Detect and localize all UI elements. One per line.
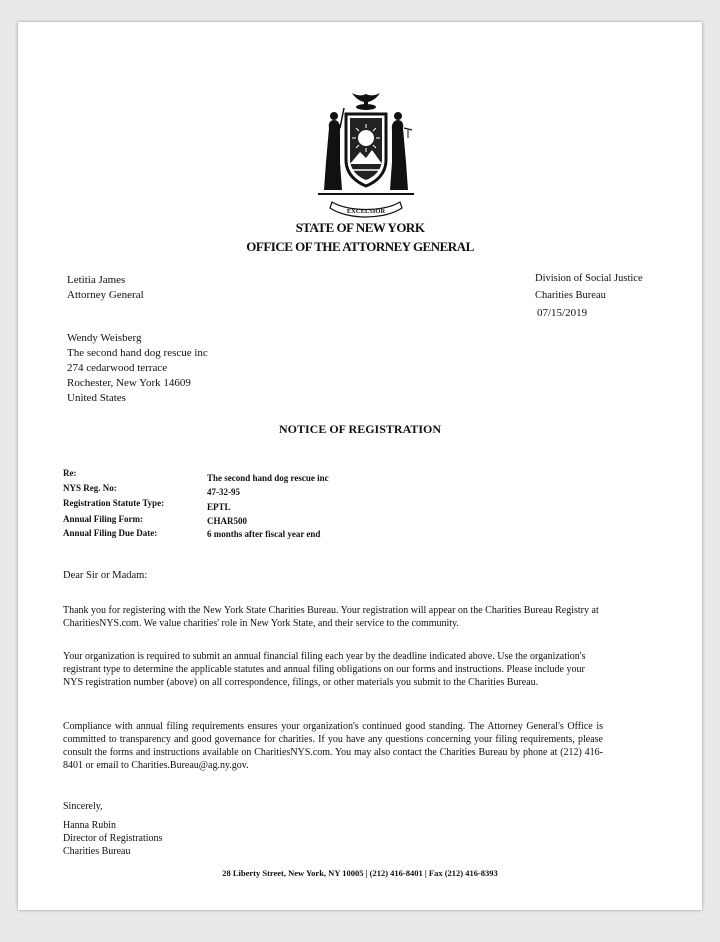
body-paragraph-1: Thank you for registering with the New York State Charities Bureau. Your registration will appear on the Charities Bureau Registry at CharitiesNYS.com. We value charities' role in New York State, and their service to the community. bbox=[63, 605, 599, 629]
seal-motto: EXCELSIOR bbox=[346, 208, 386, 215]
recipient-street: 274 cedarwood terrace bbox=[67, 362, 168, 374]
detail-label-reg-no: NYS Reg. No: bbox=[63, 483, 117, 493]
detail-value-re: The second hand dog rescue inc bbox=[207, 473, 329, 483]
recipient-country: United States bbox=[67, 392, 126, 404]
detail-label-form: Annual Filing Form: bbox=[63, 514, 144, 524]
detail-label-statute: Registration Statute Type: bbox=[63, 498, 165, 508]
office-heading: OFFICE OF THE ATTORNEY GENERAL bbox=[246, 239, 474, 254]
recipient-name: Wendy Weisberg bbox=[67, 332, 142, 344]
signatory-title: Director of Registrations bbox=[63, 833, 163, 844]
detail-label-re: Re: bbox=[63, 468, 77, 478]
body-paragraph-2: Your organization is required to submit an annual financial filing each year by the deadline indicated above. Use the organization's registrant type to determine the applicable statutes and annual filing obligations on our forms and instructions. Please include your NYS registration number (above) on all correspondence, filings, or other materials you submit to the Charities Bureau. bbox=[63, 651, 586, 688]
sender-title: Attorney General bbox=[67, 289, 144, 301]
letterhead-footer: 28 Liberty Street, New York, NY 10005 | (212) 416-8401 | Fax (212) 416-8393 bbox=[222, 868, 498, 878]
detail-value-form: CHAR500 bbox=[207, 516, 247, 526]
detail-value-reg-no: 47-32-95 bbox=[207, 487, 240, 497]
state-heading: STATE OF NEW YORK bbox=[295, 220, 425, 235]
recipient-org: The second hand dog rescue inc bbox=[67, 347, 208, 359]
recipient-city: Rochester, New York 14609 bbox=[67, 377, 191, 389]
signatory-name: Hanna Rubin bbox=[63, 820, 117, 831]
new-york-state-seal bbox=[312, 90, 420, 224]
division-name: Division of Social Justice bbox=[535, 273, 643, 284]
salutation: Dear Sir or Madam: bbox=[63, 570, 148, 581]
notice-title: NOTICE OF REGISTRATION bbox=[278, 422, 442, 436]
detail-value-statute: EPTL bbox=[207, 502, 231, 512]
letter-date: 07/15/2019 bbox=[537, 307, 588, 319]
letter-page bbox=[18, 22, 702, 910]
signatory-department: Charities Bureau bbox=[63, 846, 131, 857]
sign-off: Sincerely, bbox=[63, 801, 103, 812]
sender-name: Letitia James bbox=[67, 274, 126, 286]
body-paragraph-3: Compliance with annual filing requirements ensures your organization's continued good standing. The Attorney General's Office is committed to transparency and good governance for charities. If you have any questions concerning your filing requirements, please consult the forms and instructions available on CharitiesNYS.com. You may also contact the Charities Bureau by phone at (212) 416-8401 or email to Charities.Bureau@ag.ny.gov. bbox=[63, 721, 603, 771]
bureau-name: Charities Bureau bbox=[535, 290, 606, 301]
detail-label-due-date: Annual Filing Due Date: bbox=[63, 528, 158, 538]
detail-value-due-date: 6 months after fiscal year end bbox=[207, 529, 321, 539]
